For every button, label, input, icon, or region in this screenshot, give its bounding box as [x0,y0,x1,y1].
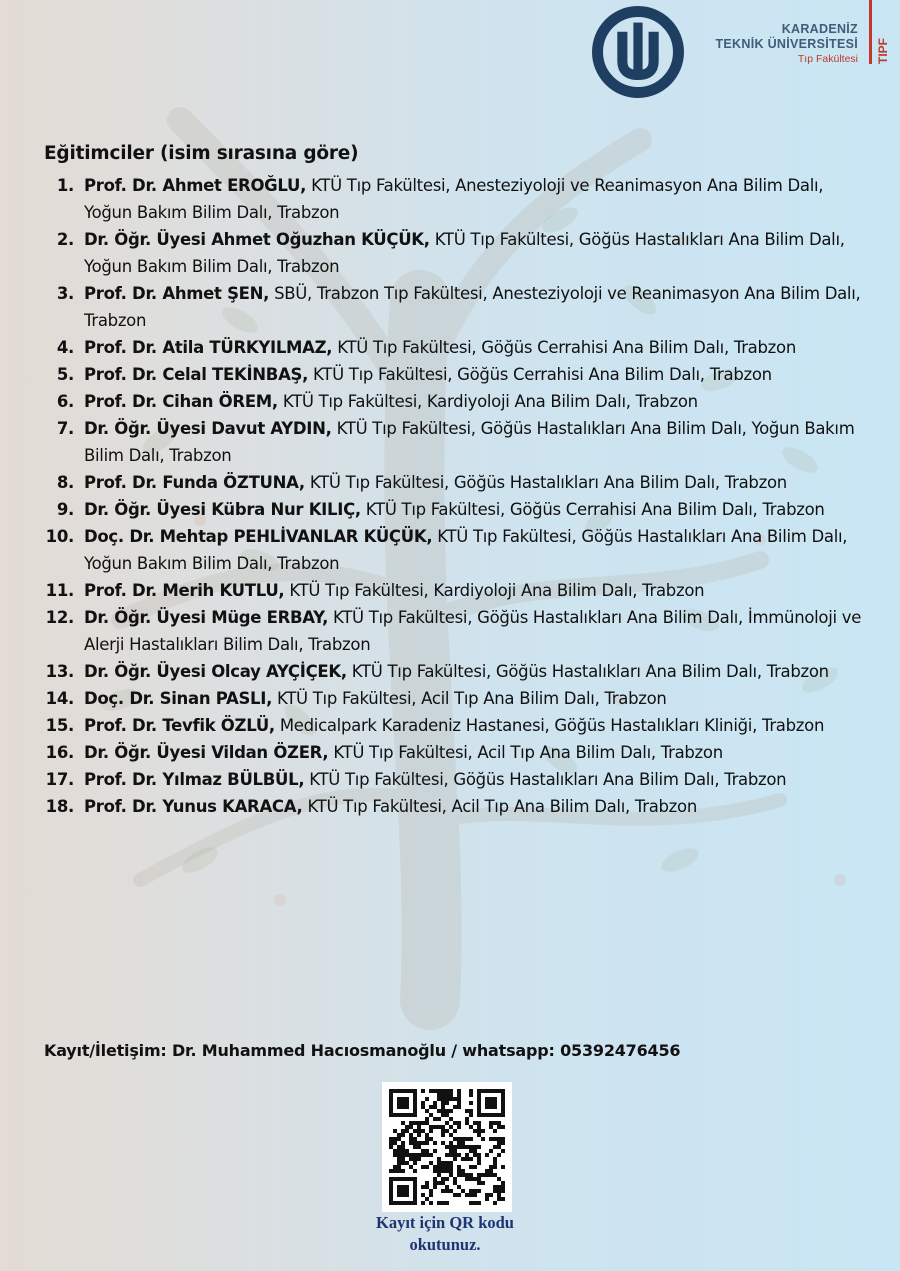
list-item [44,604,864,658]
list-item [44,577,864,604]
item-number: 10. [45,527,74,546]
educator-affiliation: KTÜ Tıp Fakültesi, Göğüs Hastalıkları Ana Bilim Dalı, Trabzon [304,770,787,789]
educator-name: Dr. Öğr. Üyesi Ahmet Oğuzhan KÜÇÜK, [84,230,430,249]
educator-affiliation: KTÜ Tıp Fakültesi, Acil Tıp Ana Bilim Dalı, Trabzon [272,689,667,708]
list-item [44,388,864,415]
list-item [44,226,864,280]
educator-affiliation: Medicalpark Karadeniz Hastanesi, Göğüs Hastalıkları Kliniği, Trabzon [274,716,825,735]
qr-caption [330,1212,560,1256]
educator-affiliation: KTÜ Tıp Fakültesi, Acil Tıp Ana Bilim Dalı, Trabzon [328,743,723,762]
qr-caption-line1: Kayıt için QR kodu [376,1213,514,1232]
list-item [44,469,864,496]
item-number: 6. [56,392,74,411]
item-number: 17. [45,770,74,789]
educator-name: Prof. Dr. Ahmet EROĞLU, [84,176,307,195]
contact-info: Kayıt/İletişim: Dr. Muhammed Hacıosmanoğlu / whatsapp: 05392476456 [44,1041,681,1060]
qr-caption-line2: okutunuz. [409,1235,481,1254]
educator-name: Doç. Dr. Sinan PASLI, [84,689,273,708]
educator-affiliation: KTÜ Tıp Fakültesi, Göğüs Cerrahisi Ana Bilim Dalı, Trabzon [308,365,772,384]
list-item [44,658,864,685]
faculty-name: Tıp Fakültesi [797,53,858,65]
educator-name: Prof. Dr. Tevfik ÖZLÜ, [84,716,275,735]
list-item [44,685,864,712]
list-item [44,793,864,820]
educator-name: Prof. Dr. Cihan ÖREM, [84,392,278,411]
educator-affiliation: KTÜ Tıp Fakültesi, Göğüs Cerrahisi Ana Bilim Dalı, Trabzon [332,338,796,357]
list-item [44,334,864,361]
list-item [44,712,864,739]
educator-name: Dr. Öğr. Üyesi Kübra Nur KILIÇ, [84,500,361,519]
educator-name: Dr. Öğr. Üyesi Olcay AYÇİÇEK, [84,662,347,681]
item-number: 9. [56,500,74,519]
ktu-logo-icon [592,6,684,98]
educator-name: Prof. Dr. Celal TEKİNBAŞ, [84,365,309,384]
educator-name: Doç. Dr. Mehtap PEHLİVANLAR KÜÇÜK, [84,527,433,546]
educator-name: Prof. Dr. Funda ÖZTUNA, [84,473,305,492]
list-item [44,496,864,523]
educator-list [44,172,864,820]
educator-affiliation: KTÜ Tıp Fakültesi, Göğüs Hastalıkları Ana Bilim Dalı, Trabzon [304,473,787,492]
educator-name: Prof. Dr. Ahmet ŞEN, [84,284,270,303]
item-number: 15. [45,716,74,735]
item-number: 2. [56,230,74,249]
list-item [44,766,864,793]
university-line2: TEKNİK ÜNİVERSİTESİ [715,37,858,51]
educator-affiliation: KTÜ Tıp Fakültesi, Göğüs Hastalıkları Ana Bilim Dalı, Yoğun Bakım Bilim Dalı, Trabzon [84,419,855,465]
university-name [715,22,858,67]
list-item [44,361,864,388]
list-item [44,280,864,334]
educator-name: Dr. Öğr. Üyesi Vildan ÖZER, [84,743,329,762]
item-number: 1. [56,176,74,195]
educator-affiliation: KTÜ Tıp Fakültesi, Anesteziyoloji ve Reanimasyon Ana Bilim Dalı, Yoğun Bakım Bilim Dalı, Trabzon [84,176,824,222]
header-divider [869,0,872,64]
item-number: 5. [56,365,74,384]
educator-affiliation: KTÜ Tıp Fakültesi, Göğüs Cerrahisi Ana Bilim Dalı, Trabzon [360,500,825,519]
item-number: 7. [56,419,74,438]
item-number: 16. [45,743,74,762]
qr-code-icon[interactable] [382,1082,512,1212]
university-line1: KARADENİZ [781,22,858,36]
item-number: 13. [45,662,74,681]
educator-name: Dr. Öğr. Üyesi Müge ERBAY, [84,608,329,627]
item-number: 4. [56,338,74,357]
educator-affiliation: KTÜ Tıp Fakültesi, Göğüs Hastalıkları Ana Bilim Dalı, Yoğun Bakım Bilim Dalı, Trabzon [84,527,848,573]
educator-name: Prof. Dr. Yılmaz BÜLBÜL, [84,770,305,789]
educator-name: Prof. Dr. Yunus KARACA, [84,797,303,816]
item-number: 8. [56,473,74,492]
item-number: 18. [45,797,74,816]
list-item [44,739,864,766]
educator-name: Prof. Dr. Merih KUTLU, [84,581,285,600]
item-number: 12. [45,608,74,627]
educator-affiliation: KTÜ Tıp Fakültesi, Göğüs Hastalıkları Ana Bilim Dalı, Trabzon [346,662,829,681]
educator-affiliation: SBÜ, Trabzon Tıp Fakültesi, Anesteziyoloji ve Reanimasyon Ana Bilim Dalı, Trabzon [84,284,861,330]
list-item [44,523,864,577]
educator-name: Prof. Dr. Atila TÜRKYILMAZ, [84,338,333,357]
educator-name: Dr. Öğr. Üyesi Davut AYDIN, [84,419,332,438]
section-title: Eğitimciler (isim sırasına göre) [44,143,359,164]
educator-affiliation: KTÜ Tıp Fakültesi, Göğüs Hastalıkları Ana Bilim Dalı, İmmünoloji ve Alerji Hastalıkları Bilim Dalı, Trabzon [84,608,862,654]
educator-affiliation: KTÜ Tıp Fakültesi, Kardiyoloji Ana Bilim Dalı, Trabzon [277,392,698,411]
educator-affiliation: KTÜ Tıp Fakültesi, Göğüs Hastalıkları Ana Bilim Dalı, Yoğun Bakım Bilim Dalı, Trabzon [84,230,845,276]
list-item [44,415,864,469]
list-item [44,172,864,226]
item-number: 3. [56,284,74,303]
item-number: 11. [45,581,74,600]
item-number: 14. [45,689,74,708]
educator-affiliation: KTÜ Tıp Fakültesi, Kardiyoloji Ana Bilim Dalı, Trabzon [284,581,705,600]
vertical-badge [876,32,894,72]
educator-affiliation: KTÜ Tıp Fakültesi, Acil Tıp Ana Bilim Dalı, Trabzon [302,797,697,816]
vertical-badge-text: TIPF [876,38,890,64]
